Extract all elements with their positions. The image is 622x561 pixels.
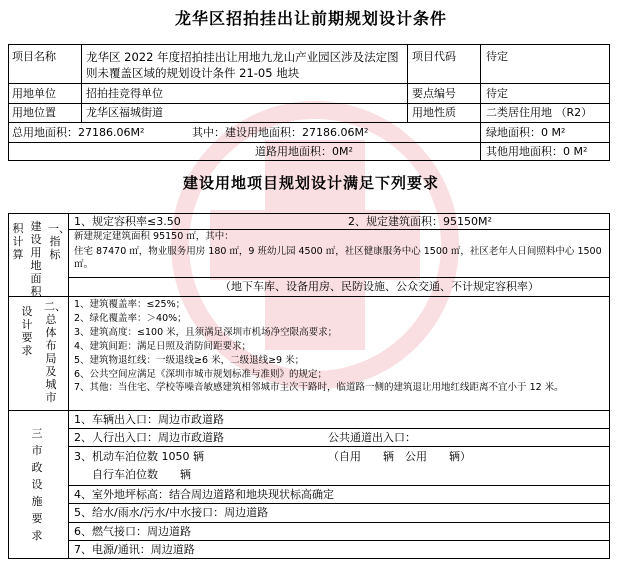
section2-label-b: 二、总体布局及城市 — [44, 300, 66, 404]
power-interface: 7、电源/通讯：周边道路 — [74, 543, 195, 556]
floor-area-detail-2: 住宅 87470 ㎡，物业服务用房 180 ㎡，9 班幼儿园 4500 ㎡，社区健康服务中心 1500 ㎡，社区老年人日间照料中心 1500 ㎡。 — [74, 246, 602, 270]
layout-item-4: 4、建筑间距：满足日照及消防间距要求； — [74, 341, 252, 352]
water-interface: 5、给水/雨水/污水/中水接口：周边道路 — [74, 506, 269, 519]
land-nature: 二类居住用地 （R2） — [486, 106, 593, 119]
location-label: 用地位置 — [12, 106, 56, 119]
layout-item-6: 6、公共空间应满足《深圳市城市规划标准与准则》的规定； — [74, 369, 328, 380]
section-subtitle: 建设用地项目规划设计满足下列要求 — [182, 174, 439, 192]
section1-label-b: 建设用地面积 — [30, 220, 42, 298]
vehicle-entry: 1、车辆出入口：周边市政道路 — [74, 413, 224, 426]
layout-item-5: 5、建筑物退红线：一级退线≥6 米，二级退线≥9 米； — [74, 355, 305, 366]
floor-area-requirement: 2、规定建筑面积：95150M² — [348, 215, 492, 228]
project-name-label: 项目名称 — [12, 50, 56, 63]
gas-interface: 6、燃气接口：周边道路 — [74, 525, 191, 538]
layout-item-7: 7、其他：当住宅、学校等噪音敏感建筑相邻城市主次干路时，临道路一侧的建筑退让用地红线距离不宜小于 12 米。 — [74, 382, 564, 393]
parking-self-public: （自用 辆 公用 辆） — [328, 450, 471, 463]
land-unit: 招拍挂竞得单位 — [86, 87, 163, 100]
layout-item-3: 3、建筑高度：≤100 米，且须满足深圳市机场净空限高要求； — [74, 327, 338, 338]
outdoor-elevation: 4、室外地坪标高：结合周边道路和地块现状标高确定 — [74, 488, 334, 501]
layout-item-2: 2、绿化覆盖率：＞40%； — [74, 313, 187, 324]
far-exclusion-note: （地下车库、设备用房、民防设施、公众交通、不计规定容积率） — [220, 280, 539, 293]
total-area: 总用地面积：27186.06M² — [12, 126, 145, 139]
parking-count: 3、机动车泊位数 1050 辆 — [74, 450, 204, 463]
project-code-label: 项目代码 — [412, 50, 456, 63]
project-name: 龙华区 2022 年度招拍挂出让用地九龙山产业园区涉及法定图则未覆盖区域的规划设计条件 21-05 地块 — [86, 50, 399, 80]
build-area: 其中：建设用地面积：27186.06M² — [192, 126, 369, 139]
layout-item-1: 1、建筑覆盖率：≤25%； — [74, 299, 186, 310]
public-passage: 公共通道出入口： — [328, 431, 416, 444]
pedestrian-entry: 2、人行出入口：周边市政道路 — [74, 431, 224, 444]
location: 龙华区福城街道 — [86, 106, 163, 119]
section2-label-a: 设计要求 — [21, 305, 33, 357]
point-no-label: 要点编号 — [412, 87, 456, 100]
land-unit-label: 用地单位 — [12, 87, 56, 100]
section1-label-a: 积计算 — [12, 222, 24, 261]
section1-label-c: 一、指标 — [48, 222, 70, 261]
land-nature-label: 用地性质 — [412, 106, 456, 119]
point-no: 待定 — [486, 87, 508, 100]
other-area: 其他用地面积：0 M² — [486, 145, 588, 158]
green-area: 绿地面积：0 M² — [486, 126, 566, 139]
road-area: 道路用地面积：0M² — [255, 145, 353, 158]
bike-parking: 自行车泊位数 辆 — [92, 468, 191, 481]
section3-label: 三市政设施要求 — [31, 427, 43, 542]
far-requirement: 1、规定容积率≤3.50 — [74, 215, 181, 228]
floor-area-detail-1: 新建规定建筑面积 95150 ㎡，其中： — [74, 231, 234, 242]
project-code: 待定 — [486, 50, 508, 63]
document-title: 龙华区招拍挂出让前期规划设计条件 — [174, 9, 447, 28]
